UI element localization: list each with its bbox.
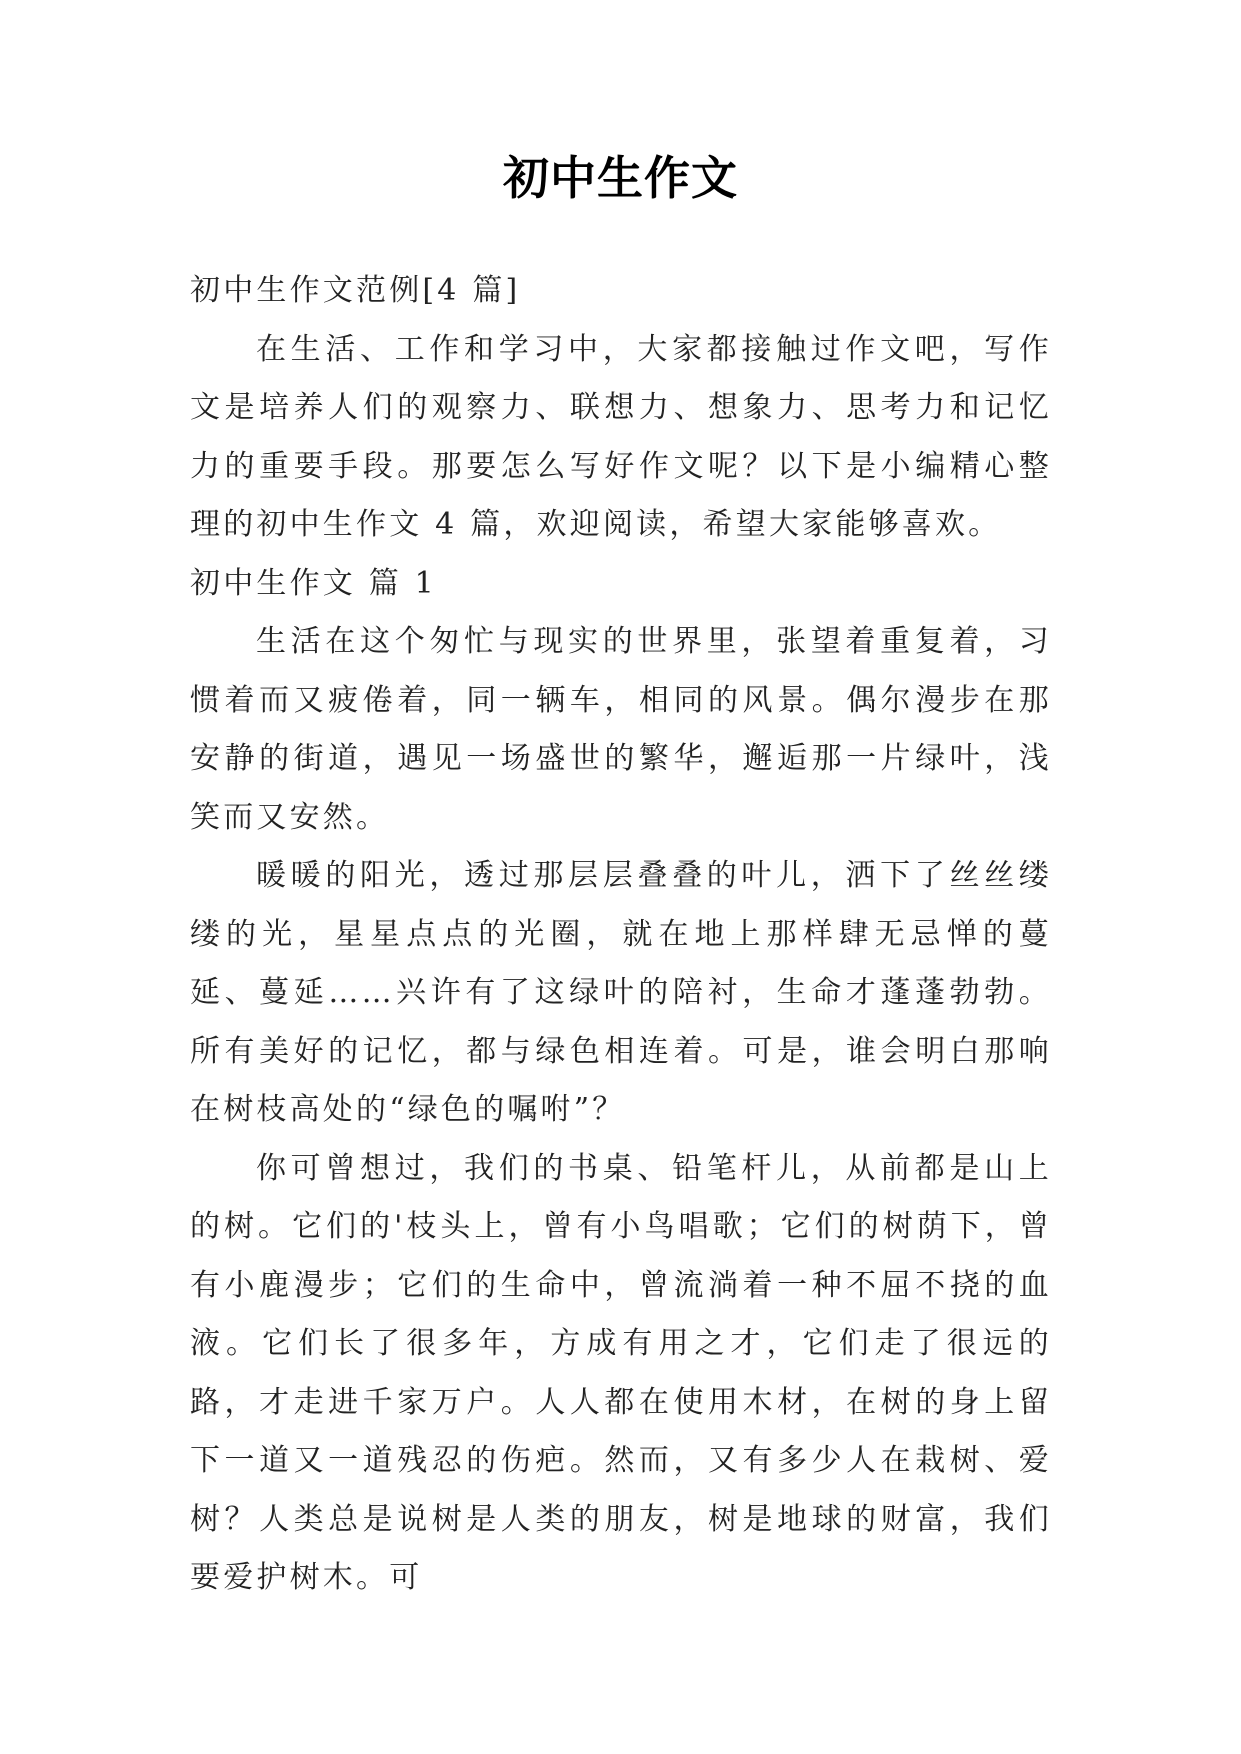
body-paragraph: 暖暖的阳光，透过那层层叠叠的叶儿，洒下了丝丝缕缕的光，星星点点的光圈，就在地上那样肆无忌惮的蔓延、蔓延……兴许有了这绿叶的陪衬，生命才蓬蓬勃勃。所有美好的记忆，都与绿色相连着。可是，谁会明白那响在树枝高处的“绿色的嘱咐”？ (190, 858, 1052, 1127)
body-paragraph: 生活在这个匆忙与现实的世界里，张望着重复着，习惯着而又疲倦着，同一辆车，相同的风景。偶尔漫步在那安静的街道，遇见一场盛世的繁华，邂逅那一片绿叶，浅笑而又安然。 (190, 624, 1052, 835)
body-paragraph: 你可曾想过，我们的书桌、铅笔杆儿，从前都是山上的树。它们的'枝头上，曾有小鸟唱歌；它们的树荫下，曾有小鹿漫步；它们的生命中，曾流淌着一种不屈不挠的血液。它们长了很多年，方成有用之才，它们走了很远的路，才走进千家万户。人人都在使用木材，在树的身上留下一道又一道残忍的伤疤。然而，又有多少人在栽树、爱树？人类总是说树是人类的朋友，树是地球的财富，我们要爱护树木。可 (190, 1150, 1052, 1595)
section-heading: 初中生作文 篇 1 (190, 565, 437, 601)
intro-paragraph: 在生活、工作和学习中，大家都接触过作文吧，写作文是培养人们的观察力、联想力、想象力、思考力和记忆力的重要手段。那要怎么写好作文呢？以下是小编精心整理的初中生作文 4 篇，欢迎阅读，希望大家能够喜欢。 (190, 331, 1052, 542)
document-body (190, 262, 1052, 1608)
document-title: 初中生作文 (503, 151, 738, 205)
document-subtitle: 初中生作文范例[4 篇] (190, 273, 521, 308)
